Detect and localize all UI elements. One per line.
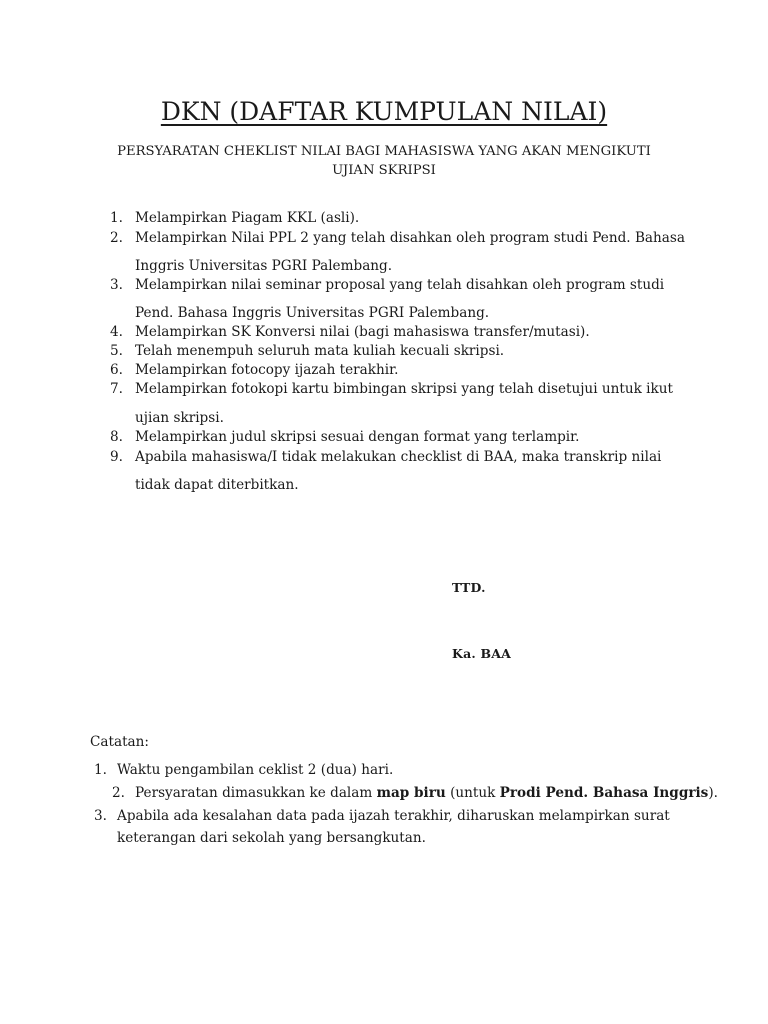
note-text: Apabila ada kesalahan data pada ijazah terakhir, diharuskan melampirkan surat [117, 808, 670, 824]
note-text-mid: (untuk [445, 785, 500, 801]
list-item-text: Telah menempuh seluruh mata kuliah kecuali skripsi. [135, 343, 505, 359]
notes-label: Catatan: [90, 734, 149, 750]
list-item-text: Melampirkan SK Konversi nilai (bagi mahasiswa transfer/mutasi). [135, 324, 590, 340]
subtitle-line-1: PERSYARATAN CHEKLIST NILAI BAGI MAHASISWA YANG AKAN MENGIKUTI [117, 144, 651, 159]
list-item-number: 3. [110, 277, 123, 293]
note-text [135, 782, 718, 804]
list-item-text: Melampirkan Piagam KKL (asli). [135, 210, 360, 226]
list-item-text: Melampirkan fotocopy ijazah terakhir. [135, 362, 399, 378]
list-item-text-continued: tidak dapat diterbitkan. [135, 477, 299, 493]
list-item-text-continued: ujian skripsi. [135, 410, 224, 426]
note-text: Waktu pengambilan ceklist 2 (dua) hari. [117, 762, 394, 778]
note-text-post: ). [708, 785, 718, 801]
list-item-number: 5. [110, 343, 123, 359]
signature-ttd: TTD. [452, 580, 486, 595]
list-item-number: 7. [110, 381, 123, 397]
signature-role: Ka. BAA [452, 646, 512, 661]
note-number: 2. [112, 785, 125, 801]
list-item-text: Melampirkan judul skripsi sesuai dengan format yang terlampir. [135, 429, 580, 445]
list-item-number: 9. [110, 449, 123, 465]
note-text-continued: keterangan dari sekolah yang bersangkutan. [117, 830, 426, 846]
list-item-text-continued: Pend. Bahasa Inggris Universitas PGRI Palembang. [135, 305, 490, 321]
subtitle [100, 142, 668, 180]
list-item-text-continued: Inggris Universitas PGRI Palembang. [135, 258, 393, 274]
list-item-number: 6. [110, 362, 123, 378]
list-item-number: 1. [110, 210, 123, 226]
list-item-number: 8. [110, 429, 123, 445]
note-text-bold-prodi: Prodi Pend. Bahasa Inggris [499, 785, 709, 801]
list-item-text: Melampirkan fotokopi kartu bimbingan skripsi yang telah disetujui untuk ikut [135, 381, 673, 397]
note-text-bold-map: map biru [376, 785, 446, 801]
list-item-text: Melampirkan nilai seminar proposal yang telah disahkan oleh program studi [135, 277, 665, 293]
note-number: 1. [94, 762, 107, 778]
list-item-number: 4. [110, 324, 123, 340]
note-number: 3. [94, 808, 107, 824]
page-title: DKN (DAFTAR KUMPULAN NILAI) [160, 97, 608, 126]
list-item-text: Melampirkan Nilai PPL 2 yang telah disahkan oleh program studi Pend. Bahasa [135, 230, 685, 246]
list-item-number: 2. [110, 230, 123, 246]
note-text-pre: Persyaratan dimasukkan ke dalam [135, 785, 377, 801]
subtitle-line-2: UJIAN SKRIPSI [332, 163, 436, 178]
list-item-text: Apabila mahasiswa/I tidak melakukan checklist di BAA, maka transkrip nilai [135, 449, 662, 465]
